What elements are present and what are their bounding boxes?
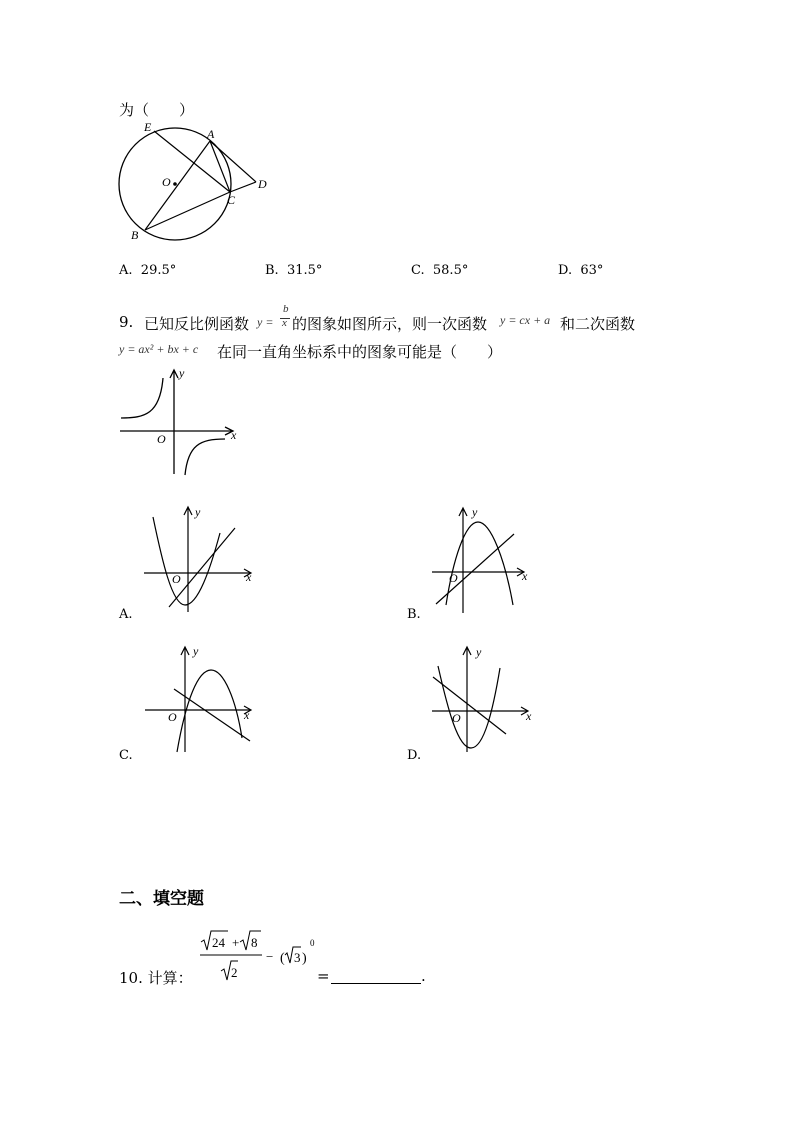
q8-stem-tail: 为（ ） xyxy=(119,101,195,119)
q9-option-a-label: A. xyxy=(119,607,133,622)
label-D: D xyxy=(258,177,267,191)
graph-a-y: y xyxy=(195,505,201,519)
q10-paren-open: ( xyxy=(280,951,285,966)
ref-y-label: y xyxy=(179,366,185,380)
q8-option-a: A. 29.5° xyxy=(119,263,177,278)
label-A: A xyxy=(207,127,215,141)
q9-option-c-label: C. xyxy=(119,748,133,763)
q10-equals: = xyxy=(317,967,330,985)
q9-formula-3: y = ax² + bx + c xyxy=(119,342,199,356)
q9-option-b-label: B. xyxy=(407,607,421,622)
q9-formula-1-num: b xyxy=(283,303,289,315)
q9-formula-2: y = cx + a xyxy=(500,313,551,327)
section-heading: 二、填空题 xyxy=(119,889,204,909)
graph-c-o: O xyxy=(168,710,177,724)
label-O: O xyxy=(162,175,171,189)
q10-den: 2 xyxy=(231,965,238,980)
label-E: E xyxy=(144,120,152,134)
q9-text-4: 在同一直角坐标系中的图象可能是（ ） xyxy=(217,343,503,361)
ref-x-label: x xyxy=(231,428,237,442)
q9-formula-1-den: x xyxy=(282,317,287,329)
q8-option-d: D. 63° xyxy=(558,263,604,278)
q9-text-2: 的图象如图所示，则一次函数 xyxy=(292,315,488,333)
q10-num-1: 24 xyxy=(212,935,225,950)
ref-origin-label: O xyxy=(157,432,166,446)
q10-label: 10. 计算： xyxy=(119,969,193,987)
q9-option-d-label: D. xyxy=(407,748,422,763)
q10-answer-blank[interactable] xyxy=(331,983,421,984)
q10-root-3: 3 xyxy=(294,950,301,965)
q10-num-2: 8 xyxy=(251,935,258,950)
q9-number: 9. xyxy=(119,313,134,331)
q10-power: 0 xyxy=(310,938,315,948)
label-B: B xyxy=(131,228,139,242)
graph-b-o: O xyxy=(449,571,458,585)
q10-plus: + xyxy=(232,935,240,950)
graph-a-x: x xyxy=(246,570,252,584)
q10-end: . xyxy=(421,967,426,985)
graph-a-o: O xyxy=(172,572,181,586)
q8-option-b: B. 31.5° xyxy=(265,263,323,278)
graph-d-y: y xyxy=(476,645,482,659)
graph-d-x: x xyxy=(526,709,532,723)
q9-text-1: 已知反比例函数 xyxy=(144,315,250,333)
graph-c-x: x xyxy=(244,708,250,722)
graph-c-y: y xyxy=(193,644,199,658)
q10-paren-close: ) xyxy=(302,951,307,966)
label-C: C xyxy=(227,193,236,207)
q10-minus: − xyxy=(266,949,274,964)
q9-text-3: 和二次函数 xyxy=(560,315,636,333)
graph-b-x: x xyxy=(522,569,528,583)
graph-b-y: y xyxy=(472,505,478,519)
q8-option-c: C. 58.5° xyxy=(411,263,469,278)
graph-d-o: O xyxy=(452,711,461,725)
q9-formula-1-lhs: y = xyxy=(257,315,274,329)
